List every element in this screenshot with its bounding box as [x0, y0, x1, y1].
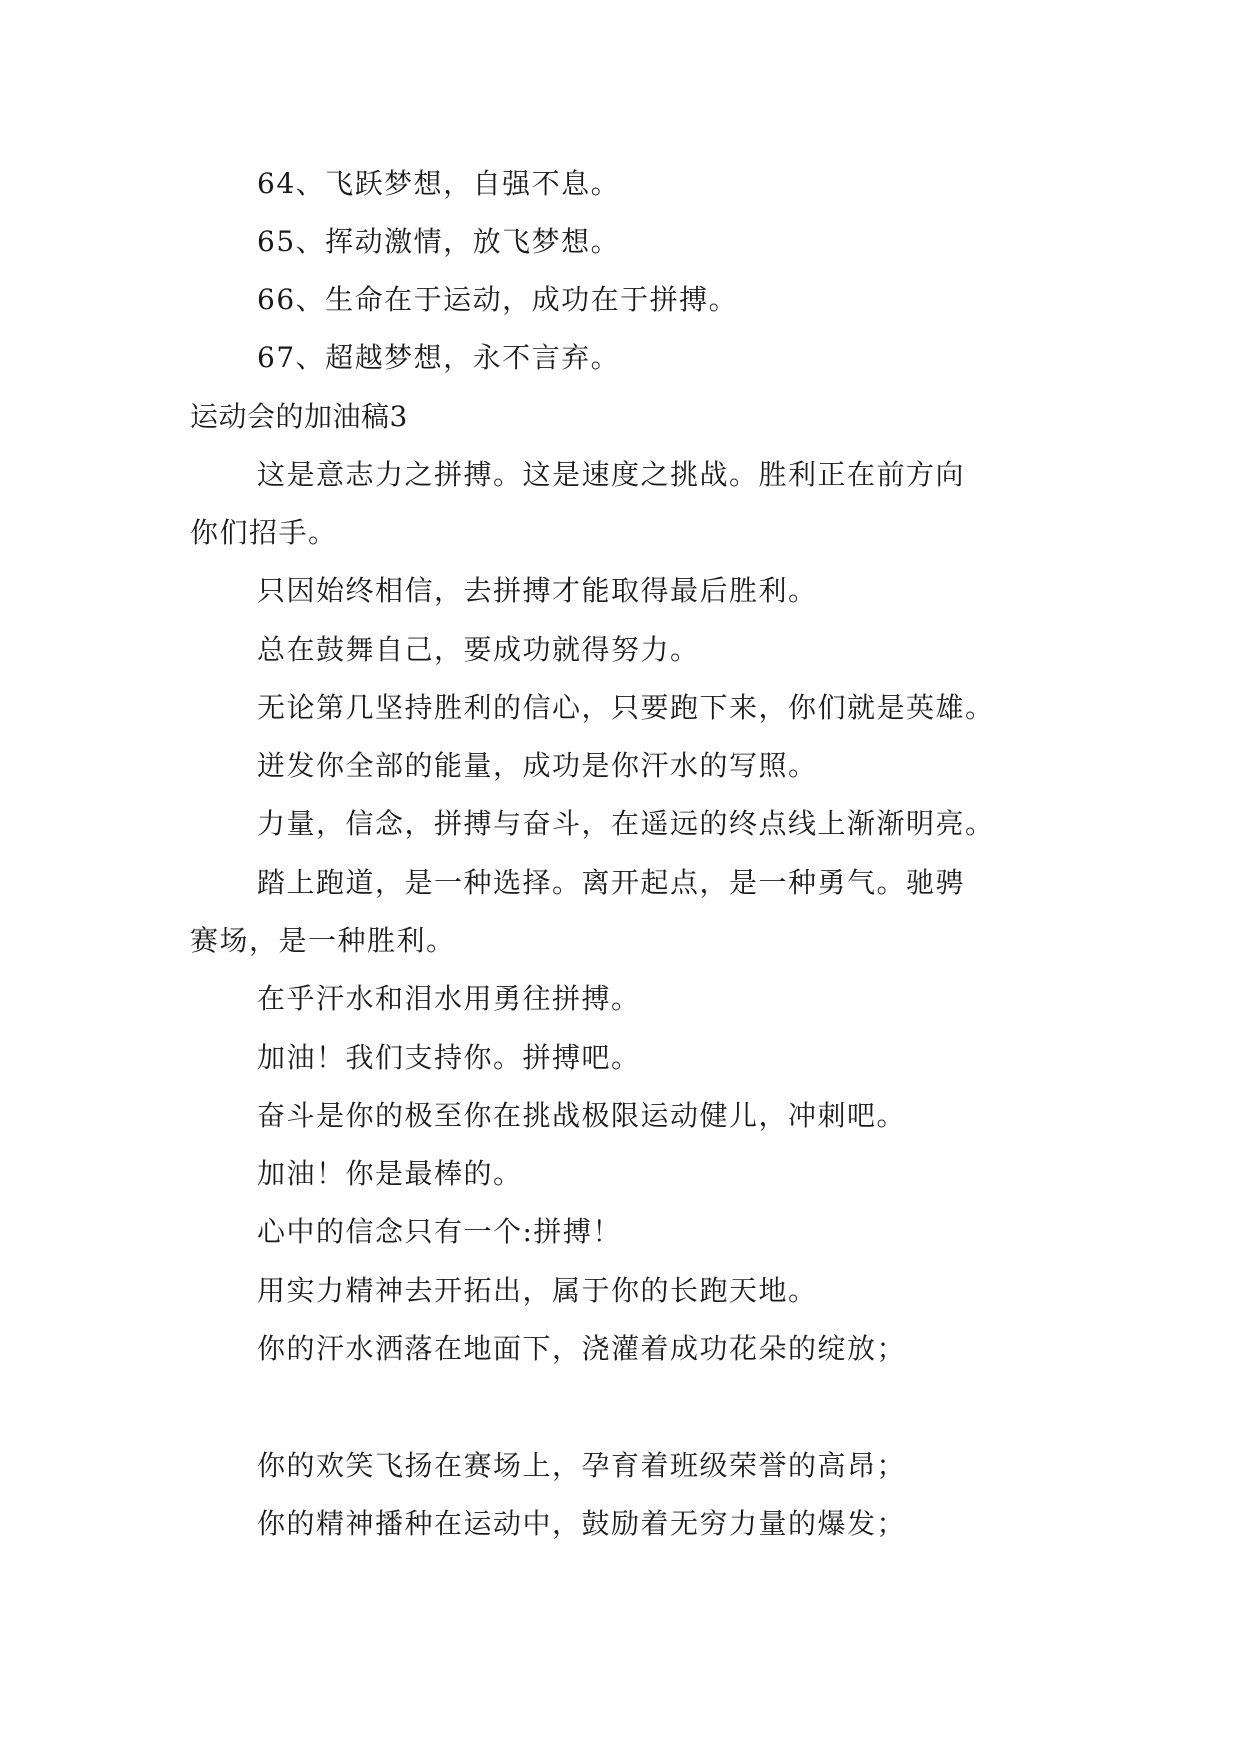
section-title: 运动会的加油稿3 [190, 400, 408, 433]
paragraph-line: 力量，信念，拼搏与奋斗，在遥远的终点线上渐渐明亮。 [257, 807, 995, 840]
paragraph-line: 加油！你是最棒的。 [257, 1157, 523, 1190]
paragraph-line: 加油！我们支持你。拼搏吧。 [257, 1041, 641, 1074]
paragraph-line: 只因始终相信，去拼搏才能取得最后胜利。 [257, 574, 818, 607]
paragraph-line: 赛场，是一种胜利。 [190, 924, 456, 957]
paragraph-line: 踏上跑道，是一种选择。离开起点，是一种勇气。驰骋 [257, 866, 966, 899]
list-item: 64、飞跃梦想，自强不息。 [257, 167, 621, 200]
paragraph-line: 无论第几坚持胜利的信心，只要跑下来，你们就是英雄。 [257, 691, 995, 724]
paragraph-line: 迸发你全部的能量，成功是你汗水的写照。 [257, 749, 818, 782]
paragraph-line: 用实力精神去开拓出，属于你的长跑天地。 [257, 1274, 818, 1307]
paragraph-line: 这是意志力之拼搏。这是速度之挑战。胜利正在前方向 [257, 458, 966, 491]
paragraph-line: 总在鼓舞自己，要成功就得努力。 [257, 633, 700, 666]
paragraph-line: 奋斗是你的极至你在挑战极限运动健儿，冲刺吧。 [257, 1099, 907, 1132]
paragraph-line: 在乎汗水和泪水用勇往拼搏。 [257, 982, 641, 1015]
paragraph-line: 你的欢笑飞扬在赛场上，孕育着班级荣誉的高昂； [257, 1449, 907, 1482]
list-item: 67、超越梦想，永不言弃。 [257, 341, 621, 374]
list-item: 65、挥动激情，放飞梦想。 [257, 225, 621, 258]
list-item: 66、生命在于运动，成功在于拼搏。 [257, 283, 739, 316]
paragraph-line: 心中的信念只有一个:拼搏！ [257, 1215, 622, 1248]
paragraph-line: 你们招手。 [190, 516, 338, 549]
paragraph-line: 你的精神播种在运动中，鼓励着无穷力量的爆发； [257, 1507, 907, 1540]
paragraph-line: 你的汗水洒落在地面下，浇灌着成功花朵的绽放； [257, 1332, 907, 1365]
